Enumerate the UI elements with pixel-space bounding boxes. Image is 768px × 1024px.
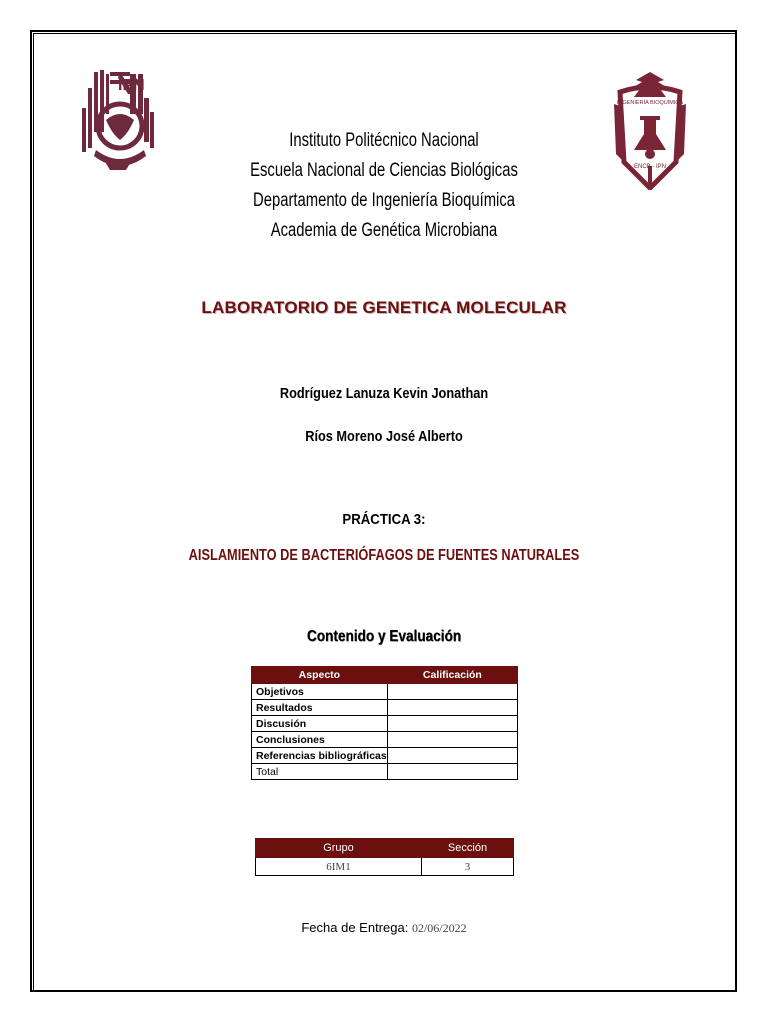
aspect-cell: Objetivos xyxy=(252,684,388,700)
table-row xyxy=(252,700,518,716)
table-row xyxy=(252,748,518,764)
delivery-label: Fecha de Entrega: xyxy=(301,920,409,935)
grade-cell[interactable] xyxy=(387,716,517,732)
student-name: Ríos Moreno José Alberto xyxy=(305,428,463,445)
lab-title: LABORATORIO DE GENETICA MOLECULAR xyxy=(201,298,567,317)
table-row xyxy=(256,858,514,876)
aspect-cell: Total xyxy=(252,764,388,780)
aspect-cell: Discusión xyxy=(252,716,388,732)
delivery-date-line xyxy=(0,920,768,936)
section-value: 3 xyxy=(422,858,514,876)
grade-cell[interactable] xyxy=(387,732,517,748)
institution-header xyxy=(84,126,683,246)
school-name: Escuela Nacional de Ciencias Biológicas xyxy=(250,160,518,181)
practice-title: AISLAMIENTO DE BACTERIÓFAGOS DE FUENTES NATURALES xyxy=(188,547,580,564)
table-row xyxy=(252,764,518,780)
delivery-date: 02/06/2022 xyxy=(411,921,467,935)
table-row xyxy=(252,684,518,700)
evaluation-table xyxy=(251,666,518,780)
grade-cell[interactable] xyxy=(387,700,517,716)
table-header-row xyxy=(252,667,518,684)
column-header: Aspecto xyxy=(252,667,388,684)
department-name: Departamento de Ingeniería Bioquímica xyxy=(253,190,515,211)
column-header: Calificación xyxy=(387,667,517,684)
encb-logo-bottom-text: ENCB - IPN xyxy=(633,164,667,170)
table-row xyxy=(252,732,518,748)
practice-number: PRÁCTICA 3: xyxy=(342,511,426,528)
grade-cell[interactable] xyxy=(387,764,517,780)
group-value: 6IM1 xyxy=(256,858,422,876)
table-header-row xyxy=(256,839,514,858)
student-name: Rodríguez Lanuza Kevin Jonathan xyxy=(279,385,489,402)
column-header: Grupo xyxy=(256,839,422,858)
encb-logo-top-text: INGENIERÍA BIOQUÍMICA xyxy=(616,100,684,106)
academy-name: Academia de Genética Microbiana xyxy=(270,220,498,241)
evaluation-title: Contenido y Evaluación xyxy=(306,628,462,645)
aspect-cell: Resultados xyxy=(252,700,388,716)
column-header: Sección xyxy=(422,839,514,858)
grade-cell[interactable] xyxy=(387,684,517,700)
grade-cell[interactable] xyxy=(387,748,517,764)
group-table xyxy=(255,838,514,876)
aspect-cell: Referencias bibliográficas xyxy=(252,748,388,764)
institution-name: Instituto Politécnico Nacional xyxy=(289,130,479,151)
aspect-cell: Conclusiones xyxy=(252,732,388,748)
table-row xyxy=(252,716,518,732)
ipn-logo-text: IPN xyxy=(118,77,145,94)
